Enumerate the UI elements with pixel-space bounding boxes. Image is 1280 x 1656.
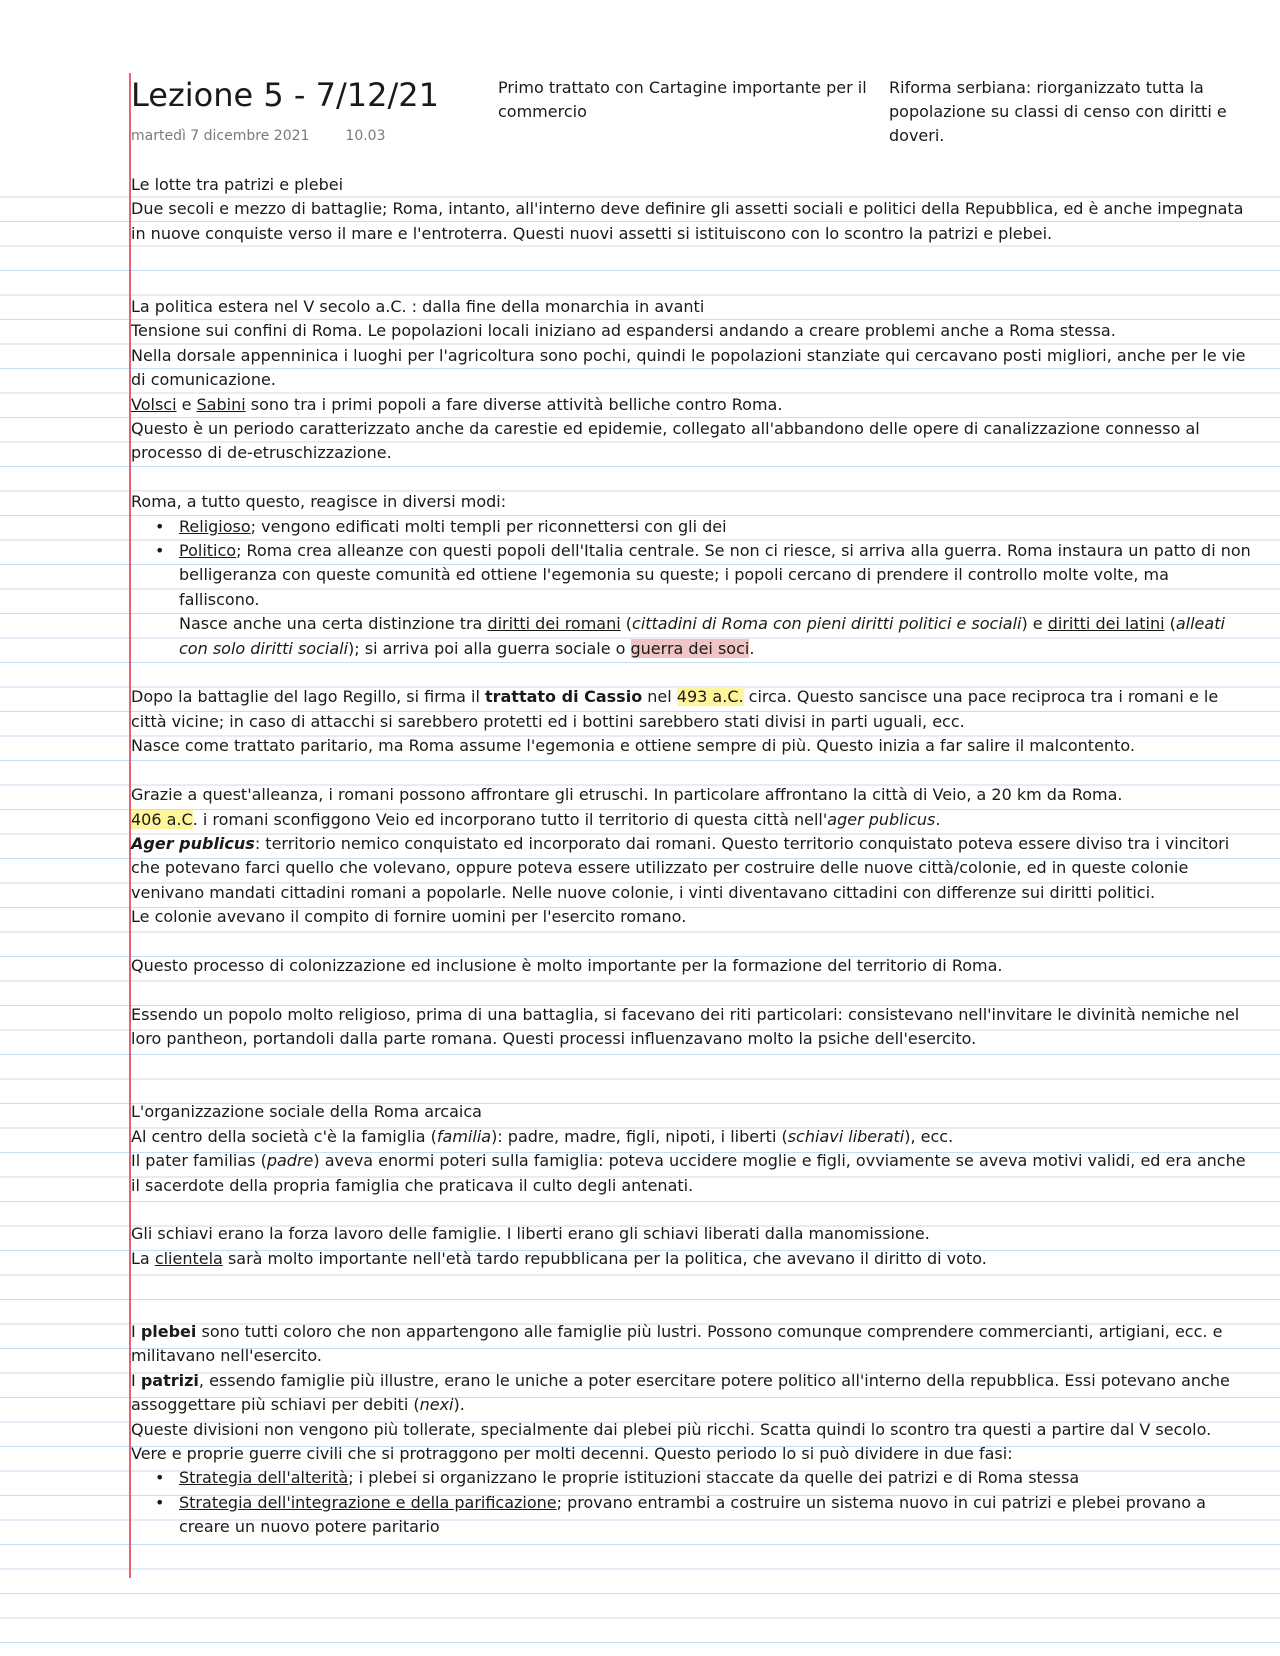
list-item bbox=[179, 1466, 1253, 1490]
text-run: ) e bbox=[1021, 614, 1048, 634]
section-title-politica-estera: La politica estera nel V secolo a.C. : dalla fine della monarchia in avanti bbox=[131, 297, 705, 317]
paragraph: Roma, a tutto questo, reagisce in diversi modi: bbox=[131, 492, 507, 512]
text-run: ( bbox=[620, 614, 633, 634]
text-run: sono tutti coloro che non appartengono alle famiglie più lustri. Possono comunque comprendere commercianti, artigiani, ecc. e militavano nell'esercito. bbox=[131, 1321, 1223, 1366]
italic-text: familia bbox=[436, 1126, 492, 1146]
section-title-lotte: Le lotte tra patrizi e plebei bbox=[131, 175, 344, 194]
text-run: ): padre, madre, figli, nipoti, i liberti ( bbox=[491, 1126, 788, 1146]
bullet-list bbox=[131, 515, 1253, 661]
underlined-text: diritti dei romani bbox=[487, 614, 621, 634]
text-run: Dopo la battaglie del lago Regillo, si firma il bbox=[131, 687, 485, 707]
highlighted-date: 406 a.C bbox=[131, 809, 193, 829]
paragraph bbox=[131, 685, 1253, 734]
text-run: . bbox=[749, 638, 755, 658]
text-run: circa. Questo sancisce una pace reciproca tra i romani e le città vicine; in caso di attacchi si sarebbero protetti ed i bottini sarebbero stati divisi in parti uguali, ecc. bbox=[131, 687, 1219, 731]
page-title: Lezione 5 - 7/12/21 bbox=[131, 76, 439, 114]
underlined-text: Sabini bbox=[196, 394, 246, 414]
paragraph: Due secoli e mezzo di battaglie; Roma, intanto, all'interno deve definire gli assetti sociali e politici della Repubblica, ed è anche impegnata in nuove conquiste verso il mare e l'entroterra. Questi nuovi assetti si istituiscono con lo scontro la patrizi e plebei. bbox=[131, 199, 1244, 243]
underlined-text: Strategia dell'alterità bbox=[179, 1468, 349, 1488]
text-run: ( bbox=[1164, 614, 1176, 634]
italic-text: ager publicus bbox=[827, 809, 936, 829]
text-run: ), ecc. bbox=[904, 1126, 954, 1146]
paragraph: Questo è un periodo caratterizzato anche da carestie ed epidemie, collegato all'abbandono delle opere di canalizzazione connesso al processo di de-etruschizzazione. bbox=[131, 419, 1200, 463]
text-run: : territorio nemico conquistato ed incorporato dai romani. Questo territorio conquistato poteva essere diviso tra i vincitori che potevano farci quello che volevano, oppure poteva essere utilizzato per costruire delle nuove città/colonie, ed in queste colonie venivano mandati cittadini romani a popolarle. Nelle nuove colonie, i vinti diventavano cittadini con differenze sui diritti politici. bbox=[131, 833, 1230, 902]
page-date: martedì 7 dicembre 2021 bbox=[131, 128, 310, 144]
italic-text: cittadini di Roma con pieni diritti politici e sociali bbox=[632, 614, 1022, 634]
bold-italic-text: Ager publicus bbox=[131, 833, 255, 853]
paragraph bbox=[131, 1369, 1253, 1418]
italic-text: padre bbox=[266, 1151, 314, 1171]
paragraph: Gli schiavi erano la forza lavoro delle famiglie. I liberti erano gli schiavi liberati dalla manomissione. bbox=[131, 1224, 930, 1244]
side-note-cartagine: Primo trattato con Cartagine importante per il commercio bbox=[498, 78, 867, 121]
text-run: ). bbox=[453, 1395, 465, 1415]
paragraph bbox=[131, 1125, 1253, 1149]
text-run: I bbox=[131, 1321, 141, 1341]
paragraph bbox=[131, 1320, 1253, 1369]
underlined-text: Volsci bbox=[131, 394, 177, 414]
text-run: nel bbox=[642, 687, 677, 707]
text-run: Nasce anche una certa distinzione tra bbox=[179, 614, 488, 634]
text-run: ; i plebei si organizzano le proprie istituzioni staccate da quelle dei patrizi e di Roma stessa bbox=[348, 1468, 1080, 1488]
side-note-riforma-serbiana: Riforma serbiana: riorganizzato tutta la popolazione su classi di censo con diritti e doveri. bbox=[889, 78, 1227, 145]
underlined-text: Strategia dell'integrazione e della parificazione bbox=[179, 1492, 557, 1512]
text-run: , essendo famiglie più illustre, erano le uniche a poter esercitare potere politico all'interno della repubblica. Essi potevano anche assoggettare più schiavi per debiti ( bbox=[131, 1370, 1230, 1415]
underlined-text: diritti dei latini bbox=[1047, 614, 1165, 634]
italic-text: alleati con solo diritti sociali bbox=[179, 614, 1225, 658]
page-time: 10.03 bbox=[345, 128, 386, 144]
underlined-text: clientela bbox=[154, 1248, 223, 1268]
paragraph: Nella dorsale appenninica i luoghi per l'agricoltura sono pochi, quindi le popolazioni stanziate qui cercavano posti migliori, anche per le vie di comunicazione. bbox=[131, 345, 1246, 390]
highlighted-text: guerra dei soci bbox=[630, 638, 750, 658]
section-title-organizzazione-sociale: L'organizzazione sociale della Roma arcaica bbox=[131, 1102, 482, 1122]
text-run: sono tra i primi popoli a fare diverse attività belliche contro Roma. bbox=[245, 394, 783, 414]
underlined-text: Religioso bbox=[179, 516, 251, 536]
paragraph: Le colonie avevano il compito di fornire uomini per l'esercito romano. bbox=[131, 907, 687, 927]
page-timestamp bbox=[131, 128, 386, 144]
highlighted-date: 493 a.C. bbox=[676, 687, 744, 707]
text-run: . i romani sconfiggono Veio ed incorporano tutto il territorio di questa città nell' bbox=[192, 809, 828, 829]
paragraph: Essendo un popolo molto religioso, prima di una battaglia, si facevano dei riti particolari: consistevano nell'invitare le divinità nemiche nel loro pantheon, portandoli dalla parte romana. Questi processi influenzavano molto la psiche dell'esercito. bbox=[131, 1004, 1240, 1049]
paragraph bbox=[131, 393, 1253, 417]
list-item bbox=[179, 515, 1253, 539]
bold-text: patrizi bbox=[140, 1370, 199, 1390]
underlined-text: Politico bbox=[179, 541, 237, 561]
text-run: ); si arriva poi alla guerra sociale o bbox=[348, 638, 631, 658]
text-run: ; Roma crea alleanze con questi popoli dell'Italia centrale. Se non ci riesce, si arriva alla guerra. Roma instaura un patto di non belligeranza con queste comunità ed ottiene l'egemonia su queste; i popoli cercano di prendere il controllo molte volte, ma falliscono. bbox=[179, 541, 1251, 609]
bold-text: plebei bbox=[140, 1321, 197, 1341]
paragraph: Tensione sui confini di Roma. Le popolazioni locali iniziano ad espandersi andando a creare problemi anche a Roma stessa. bbox=[131, 321, 1116, 341]
text-run: Al centro della società c'è la famiglia ( bbox=[131, 1126, 437, 1146]
paragraph bbox=[131, 808, 1253, 832]
text-run: ; provano entrambi a costruire un sistema nuovo in cui patrizi e plebei provano a creare un nuovo potere paritario bbox=[179, 1492, 1206, 1537]
paragraph: Vere e proprie guerre civili che si protraggono per molti decenni. Questo periodo lo si può dividere in due fasi: bbox=[131, 1443, 1013, 1463]
text-run: . bbox=[935, 809, 941, 829]
list-item bbox=[179, 1491, 1253, 1540]
text-run: I bbox=[131, 1370, 141, 1390]
text-run: ) aveva enormi poteri sulla famiglia: poteva uccidere moglie e figli, ovviamente se aveva motivi validi, ed era anche il sacerdote della propria famiglia che praticava il culto degli antenati. bbox=[131, 1151, 1246, 1195]
paragraph: Questo processo di colonizzazione ed inclusione è molto importante per la formazione del territorio di Roma. bbox=[131, 955, 1003, 975]
text-run: ; vengono edificati molti templi per riconnettersi con gli dei bbox=[250, 516, 727, 536]
paragraph bbox=[131, 832, 1253, 905]
paragraph bbox=[131, 1149, 1253, 1198]
italic-text: nexi bbox=[419, 1395, 454, 1415]
paragraph: Queste divisioni non vengono più tollerate, specialmente dai plebei più ricchi. Scatta quindi lo scontro tra questi a partire dal V secolo. bbox=[131, 1419, 1212, 1439]
bold-text: trattato di Cassio bbox=[484, 687, 643, 707]
text-run: Il pater familias ( bbox=[131, 1151, 267, 1171]
paragraph: Nasce come trattato paritario, ma Roma assume l'egemonia e ottiene sempre di più. Questo inizia a far salire il malcontento. bbox=[131, 736, 1135, 756]
note-body bbox=[131, 173, 1253, 1540]
text-run: sarà molto importante nell'età tardo repubblicana per la politica, che avevano il diritto di voto. bbox=[222, 1248, 987, 1268]
text-run: e bbox=[176, 394, 197, 414]
list-item bbox=[179, 539, 1253, 661]
text-run: La bbox=[131, 1248, 155, 1268]
bullet-list bbox=[131, 1466, 1253, 1539]
paragraph: Grazie a quest'alleanza, i romani possono affrontare gli etruschi. In particolare affrontano la città di Veio, a 20 km da Roma. bbox=[131, 785, 1123, 805]
italic-text: schiavi liberati bbox=[787, 1126, 905, 1146]
paragraph bbox=[131, 1247, 1253, 1271]
